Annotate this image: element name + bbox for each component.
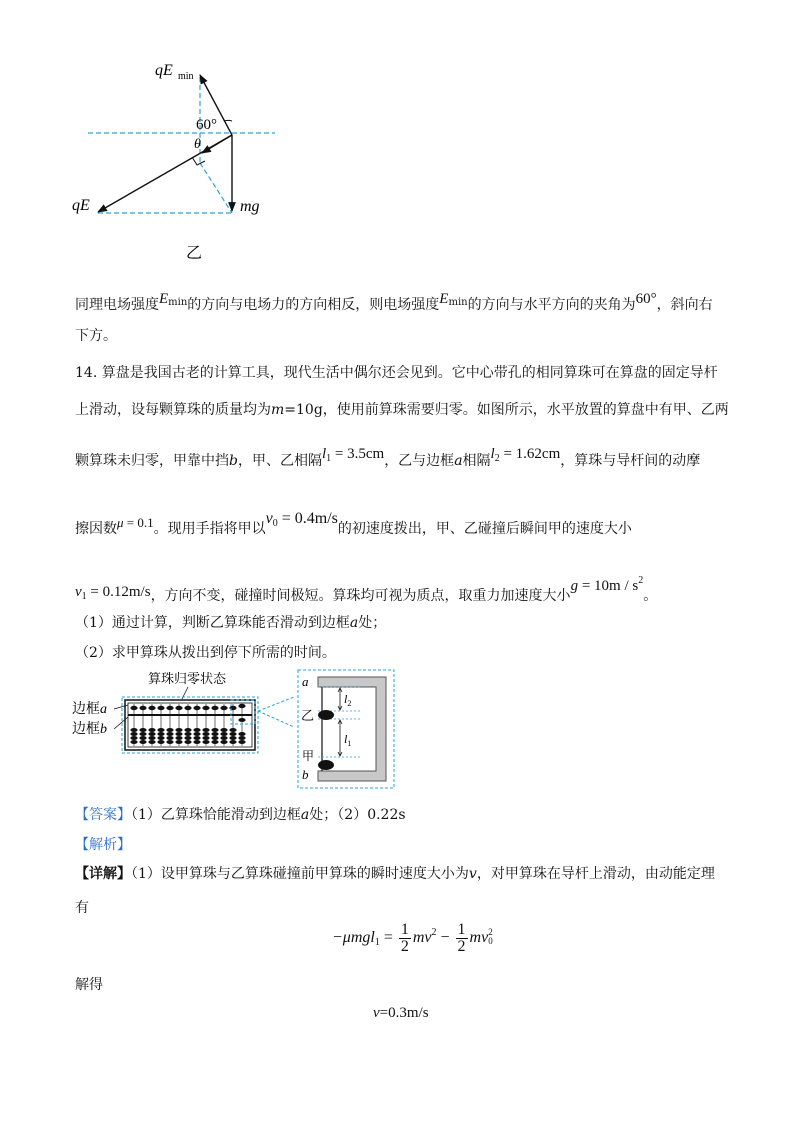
abacus-bead (238, 718, 245, 722)
detail-tag: 【详解】 (75, 866, 131, 882)
abacus-bead (184, 706, 191, 710)
frame-a-label: 边框a (72, 702, 107, 717)
abacus-bead (130, 732, 137, 736)
abacus-bead (175, 732, 182, 736)
abacus-bead (175, 728, 182, 732)
abacus-bead (157, 728, 164, 732)
solve-label: 解得 (75, 977, 103, 993)
angle-arc (224, 120, 232, 121)
force-diagram (60, 55, 300, 270)
abacus-bead (220, 736, 227, 740)
short-vector (202, 135, 232, 153)
abacus-bead (175, 740, 182, 744)
abacus-bead (202, 740, 209, 744)
abacus-bead (193, 732, 200, 736)
abacus-bead (229, 728, 236, 732)
analysis-tag: 【解析】 (75, 837, 131, 853)
abacus-bead (148, 736, 155, 740)
q14-line3: 颗算珠未归零，甲靠中挡b，甲、乙相隔$l_1 = 3.5cm$，乙与边框a相隔$l_2 = 1.62cm$，算珠与导杆间的动摩 (75, 446, 701, 469)
abacus-bead (211, 706, 218, 710)
abacus-bead (211, 728, 218, 732)
abacus-bead (166, 740, 173, 744)
abacus-bead (139, 740, 146, 744)
label-60deg: 60° (196, 117, 217, 133)
abacus-bead (130, 706, 137, 710)
dim-l1: $l_1$ (344, 732, 352, 748)
abacus-bead (238, 732, 245, 736)
abacus-bead (157, 706, 164, 710)
label-theta: θ (194, 137, 201, 152)
abacus-bead (211, 732, 218, 736)
abacus-title: 算珠归零状态 (148, 671, 227, 686)
right-angle-mark (192, 157, 205, 165)
result: v=0.3m/s (373, 1005, 429, 1021)
detail-line1: 【详解】（1）设甲算珠与乙算珠碰撞前甲算珠的瞬时速度大小为v，对甲算珠在导杆上滑动，由动能定理 (75, 866, 715, 882)
abacus-bead (139, 736, 146, 740)
abacus-bead (220, 732, 227, 736)
label-qe: qE (72, 197, 90, 214)
abacus-bead (148, 740, 155, 744)
abacus-bead (202, 706, 209, 710)
abacus-bead (130, 740, 137, 744)
analysis-line (75, 835, 131, 855)
abacus-bead (130, 728, 137, 732)
bead-yi (318, 710, 334, 720)
abacus-bead (157, 732, 164, 736)
abacus-bead (184, 740, 191, 744)
abacus-bead (238, 740, 245, 744)
abacus-bead (148, 732, 155, 736)
dim-l2: $l_2$ (344, 692, 352, 708)
abacus-bead (220, 740, 227, 744)
detail-jia: 甲 (302, 749, 315, 763)
detail-b: b (302, 767, 309, 782)
abacus-bead (166, 728, 173, 732)
abacus-bead (193, 740, 200, 744)
label-qemin: qE (155, 62, 173, 79)
abacus-bead (193, 736, 200, 740)
abacus-bead (157, 740, 164, 744)
para-field-direction: 同理电场强度$E^{min}$的方向与电场力的方向相反，则电场强度$E^{min}$的方向与水平方向的夹角为60°，斜向右 (75, 291, 713, 313)
detail-line2: 有 (75, 900, 89, 916)
q14-line4: 擦因数μ = 0.1。现用手指将甲以$v_0 = 0.4m/s$的初速度拨出，甲、乙碰撞后瞬间甲的速度大小 (75, 510, 632, 537)
abacus-bead (202, 732, 209, 736)
abacus-bead (220, 728, 227, 732)
abacus-bead (193, 728, 200, 732)
abacus-figure (70, 667, 410, 792)
q14-subq1: （1）通过计算，判断乙算珠能否滑动到边框a处； (75, 615, 387, 631)
answer-tag: 【答案】 (75, 807, 131, 823)
bead-jia (318, 760, 334, 770)
energy-equation: −μmgl$_1$ = $\frac{1}{2}$ $mv^2$ − $\frac{1}{2}$ mv 2 0 (332, 921, 493, 955)
abacus-bead (157, 736, 164, 740)
diagonal-dashed-line (200, 163, 232, 213)
abacus-bead (202, 736, 209, 740)
abacus-bead (148, 728, 155, 732)
abacus-bead (211, 736, 218, 740)
q14-line1: 14. 算盘是我国古老的计算工具，现代生活中偶尔还会见到。它中心带孔的相同算珠可在算盘的固定导杆 (75, 365, 718, 381)
abacus-bead (166, 736, 173, 740)
abacus-bead (238, 704, 245, 708)
q14-line5: $v_1 = 0.12m/s$，方向不变，碰撞时间极短。算珠均可视为质点，取重力加速度大小$g = 10m / s^2$。 (75, 575, 658, 604)
q14-line2: 上滑动，设每颗算珠的质量均为m=10g，使用前算珠需要归零。如图所示，水平放置的算盘中有甲、乙两 (75, 402, 729, 418)
abacus-bead (139, 728, 146, 732)
frame-b-label: 边框b (72, 722, 107, 737)
label-mg: mg (240, 198, 260, 215)
abacus-bead (184, 728, 191, 732)
figure-caption: 乙 (186, 245, 203, 262)
abacus-bead (148, 706, 155, 710)
answer-line: 【答案】（1）乙算珠恰能滑动到边框a处；（2）0.22s (75, 807, 406, 823)
abacus-bead (166, 732, 173, 736)
abacus-bead (139, 732, 146, 736)
abacus-bead (184, 732, 191, 736)
abacus-bead (211, 740, 218, 744)
abacus-bead (175, 706, 182, 710)
abacus-bead (229, 706, 236, 710)
abacus-bead (130, 736, 137, 740)
abacus-bead (175, 736, 182, 740)
para-field-direction-2: 下方。 (75, 328, 117, 344)
abacus-bead (139, 706, 146, 710)
abacus-bead (193, 706, 200, 710)
abacus-bead (238, 736, 245, 740)
abacus-bead (229, 736, 236, 740)
label-qemin-sub: min (178, 71, 194, 82)
abacus-bead (184, 736, 191, 740)
abacus-bead (229, 732, 236, 736)
detail-yi: 乙 (301, 708, 315, 723)
abacus-bead (166, 706, 173, 710)
abacus-bead (229, 740, 236, 744)
q14-subq2: （2）求甲算珠从拨出到停下所需的时间。 (75, 645, 336, 661)
abacus-bead (220, 706, 227, 710)
abacus-bead (202, 728, 209, 732)
detail-a: a (302, 674, 309, 689)
